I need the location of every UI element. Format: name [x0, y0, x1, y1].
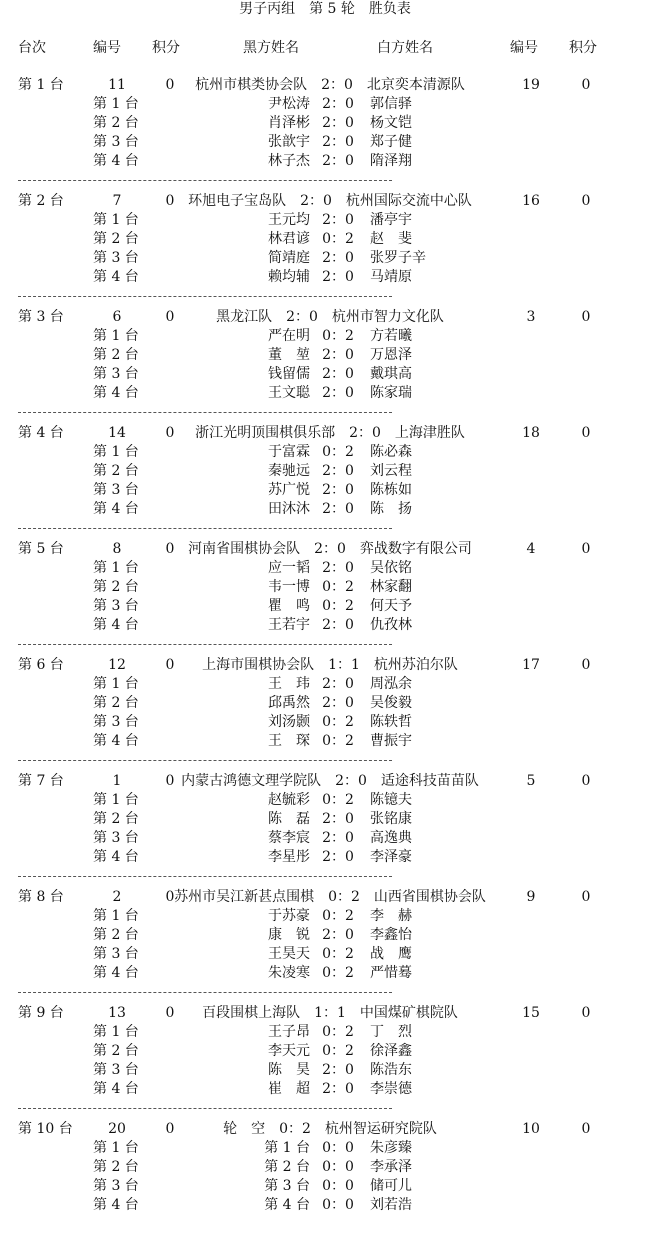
- board-row: [0, 926, 650, 945]
- white-player: 储可儿: [370, 1178, 412, 1194]
- match-block: [0, 656, 650, 772]
- board-score: 2：0: [322, 153, 354, 169]
- white-player: 张罗子辛: [370, 250, 426, 266]
- board-number: 第 2 台: [93, 1159, 139, 1175]
- white-player: 赵 斐: [370, 231, 412, 247]
- table-number: 第 3 台: [18, 309, 64, 325]
- black-player: 朱凌寒: [268, 965, 310, 981]
- board-number: 第 1 台: [93, 444, 139, 460]
- board-row: [0, 365, 650, 384]
- board-score: 0：2: [322, 792, 354, 808]
- board-score: 0：0: [322, 1197, 354, 1213]
- black-player: 王 琛: [268, 733, 310, 749]
- white-team-number: 15: [522, 1005, 540, 1021]
- black-team-number: 12: [108, 657, 126, 673]
- black-team-points: 0: [165, 1121, 175, 1137]
- column-header-row: [0, 38, 650, 58]
- board-score: 2：0: [322, 1081, 354, 1097]
- header-black-points: 积分: [152, 40, 180, 56]
- board-row: [0, 1080, 650, 1099]
- page-title: 男子丙组 第 5 轮 胜负表: [239, 1, 411, 17]
- board-number: 第 4 台: [93, 1081, 139, 1097]
- board-score: 2：0: [322, 501, 354, 517]
- row-separator: [18, 876, 392, 877]
- board-row: [0, 791, 650, 810]
- board-number: 第 3 台: [93, 134, 139, 150]
- team-match-result: 百段围棋上海队 1：1 中国煤矿棋院队: [202, 1005, 458, 1021]
- white-team-points: 0: [581, 889, 591, 905]
- black-team-points: 0: [165, 773, 175, 789]
- board-score: 0：2: [322, 714, 354, 730]
- board-row: [0, 1196, 650, 1215]
- board-number: 第 1 台: [93, 212, 139, 228]
- white-player: 马靖原: [370, 269, 412, 285]
- team-match-row: [0, 1120, 650, 1139]
- black-player: 王文聪: [268, 385, 310, 401]
- row-separator: [18, 644, 392, 645]
- black-player: 王若宇: [268, 617, 310, 633]
- black-player: 张歆宇: [268, 134, 310, 150]
- board-row: [0, 346, 650, 365]
- board-row: [0, 694, 650, 713]
- black-player: 第 1 台: [264, 1140, 310, 1156]
- black-player: 王元均: [268, 212, 310, 228]
- board-row: [0, 559, 650, 578]
- board-number: 第 2 台: [93, 927, 139, 943]
- header-white-name: 白方姓名: [377, 40, 433, 56]
- white-player: 李崇德: [370, 1081, 412, 1097]
- white-player: 陈镱夫: [370, 792, 412, 808]
- black-player: 林君谚: [268, 231, 310, 247]
- white-team-number: 3: [526, 309, 536, 325]
- black-player: 严在明: [268, 328, 310, 344]
- board-score: 0：0: [322, 1178, 354, 1194]
- black-team-points: 0: [165, 193, 175, 209]
- board-number: 第 1 台: [93, 96, 139, 112]
- table-number: 第 2 台: [18, 193, 64, 209]
- black-team-number: 7: [112, 193, 122, 209]
- board-number: 第 1 台: [93, 328, 139, 344]
- board-row: [0, 675, 650, 694]
- white-team-points: 0: [581, 309, 591, 325]
- header-white-points: 积分: [569, 40, 597, 56]
- board-number: 第 3 台: [93, 482, 139, 498]
- board-number: 第 3 台: [93, 946, 139, 962]
- board-number: 第 2 台: [93, 347, 139, 363]
- match-block: [0, 192, 650, 308]
- board-row: [0, 95, 650, 114]
- board-row: [0, 1158, 650, 1177]
- board-number: 第 1 台: [93, 908, 139, 924]
- table-number: 第 5 台: [18, 541, 64, 557]
- board-score: 2：0: [322, 617, 354, 633]
- black-team-number: 13: [108, 1005, 126, 1021]
- board-row: [0, 829, 650, 848]
- team-match-row: [0, 76, 650, 95]
- black-team-points: 0: [165, 1005, 175, 1021]
- black-player: 陈 磊: [268, 811, 310, 827]
- team-match-row: [0, 772, 650, 791]
- black-player: 陈 昊: [268, 1062, 310, 1078]
- black-team-number: 1: [112, 773, 122, 789]
- board-row: [0, 462, 650, 481]
- board-row: [0, 500, 650, 519]
- white-player: 陈浩东: [370, 1062, 412, 1078]
- white-player: 曹振宇: [370, 733, 412, 749]
- board-row: [0, 114, 650, 133]
- team-match-result: 环旭电子宝岛队 2：0 杭州国际交流中心队: [188, 193, 472, 209]
- black-player: 崔 超: [268, 1081, 310, 1097]
- row-separator: [18, 760, 392, 761]
- white-player: 陈栋如: [370, 482, 412, 498]
- board-score: 0：2: [322, 598, 354, 614]
- board-score: 0：2: [322, 1043, 354, 1059]
- black-player: 应一韬: [268, 560, 310, 576]
- white-player: 周泓余: [370, 676, 412, 692]
- white-team-number: 17: [522, 657, 540, 673]
- table-number: 第 9 台: [18, 1005, 64, 1021]
- board-score: 0：0: [322, 1159, 354, 1175]
- board-score: 0：0: [322, 1140, 354, 1156]
- match-block: [0, 772, 650, 888]
- board-score: 0：2: [322, 733, 354, 749]
- black-player: 钱留儒: [268, 366, 310, 382]
- team-match-row: [0, 424, 650, 443]
- board-row: [0, 1023, 650, 1042]
- black-team-number: 20: [108, 1121, 126, 1137]
- board-score: 2：0: [322, 134, 354, 150]
- white-team-points: 0: [581, 425, 591, 441]
- match-block: [0, 424, 650, 540]
- white-player: 隋泽翔: [370, 153, 412, 169]
- board-number: 第 2 台: [93, 579, 139, 595]
- header-black-number: 编号: [93, 40, 121, 56]
- board-row: [0, 964, 650, 983]
- black-player: 秦驰远: [268, 463, 310, 479]
- board-score: 2：0: [322, 366, 354, 382]
- board-row: [0, 481, 650, 500]
- team-match-row: [0, 308, 650, 327]
- table-number: 第 1 台: [18, 77, 64, 93]
- black-player: 蔡李宸: [268, 830, 310, 846]
- white-player: 何天予: [370, 598, 412, 614]
- black-team-points: 0: [165, 425, 175, 441]
- white-team-number: 19: [522, 77, 540, 93]
- white-team-number: 10: [522, 1121, 540, 1137]
- board-row: [0, 268, 650, 287]
- team-match-result: 轮 空 0：2 杭州智运研究院队: [223, 1121, 437, 1137]
- board-score: 0：2: [322, 328, 354, 344]
- white-team-number: 18: [522, 425, 540, 441]
- black-player: 王 玮: [268, 676, 310, 692]
- board-row: [0, 384, 650, 403]
- white-player: 仇孜林: [370, 617, 412, 633]
- board-row: [0, 327, 650, 346]
- board-row: [0, 230, 650, 249]
- white-player: 陈 扬: [370, 501, 412, 517]
- match-block: [0, 540, 650, 656]
- white-player: 严惜蓦: [370, 965, 412, 981]
- board-row: [0, 713, 650, 732]
- board-row: [0, 597, 650, 616]
- board-score: 0：2: [322, 444, 354, 460]
- white-player: 刘若浩: [370, 1197, 412, 1213]
- row-separator: [18, 528, 392, 529]
- row-separator: [18, 296, 392, 297]
- match-block: [0, 888, 650, 1004]
- board-row: [0, 249, 650, 268]
- team-match-result: 河南省围棋协会队 2：0 弈战数字有限公司: [188, 541, 472, 557]
- row-separator: [18, 180, 392, 181]
- black-player: 康 锐: [268, 927, 310, 943]
- board-row: [0, 945, 650, 964]
- black-team-number: 8: [112, 541, 122, 557]
- header-black-name: 黑方姓名: [243, 40, 299, 56]
- board-row: [0, 133, 650, 152]
- board-row: [0, 616, 650, 635]
- team-match-result: 苏州市吴江新甚点围棋 0：2 山西省围棋协会队: [174, 889, 486, 905]
- team-match-row: [0, 540, 650, 559]
- white-team-number: 9: [526, 889, 536, 905]
- white-player: 潘亭宇: [370, 212, 412, 228]
- board-row: [0, 1177, 650, 1196]
- black-player: 赵毓彩: [268, 792, 310, 808]
- board-number: 第 2 台: [93, 463, 139, 479]
- board-number: 第 2 台: [93, 231, 139, 247]
- board-score: 2：0: [322, 1062, 354, 1078]
- black-player: 尹松涛: [268, 96, 310, 112]
- board-score: 0：2: [322, 908, 354, 924]
- white-player: 李 赫: [370, 908, 412, 924]
- black-player: 于富霖: [268, 444, 310, 460]
- table-number: 第 4 台: [18, 425, 64, 441]
- white-team-number: 4: [526, 541, 536, 557]
- board-number: 第 2 台: [93, 115, 139, 131]
- board-number: 第 3 台: [93, 830, 139, 846]
- black-team-points: 0: [165, 889, 175, 905]
- black-player: 邱禹然: [268, 695, 310, 711]
- white-player: 张铭康: [370, 811, 412, 827]
- white-player: 林家翻: [370, 579, 412, 595]
- black-team-number: 14: [108, 425, 126, 441]
- white-player: 丁 烈: [370, 1024, 412, 1040]
- white-player: 朱彦臻: [370, 1140, 412, 1156]
- board-row: [0, 907, 650, 926]
- board-number: 第 4 台: [93, 501, 139, 517]
- team-match-result: 上海市围棋协会队 1：1 杭州苏泊尔队: [202, 657, 458, 673]
- board-score: 2：0: [322, 482, 354, 498]
- board-row: [0, 443, 650, 462]
- white-team-points: 0: [581, 1121, 591, 1137]
- board-number: 第 1 台: [93, 560, 139, 576]
- white-player: 陈家瑞: [370, 385, 412, 401]
- white-player: 李鑫怡: [370, 927, 412, 943]
- row-separator: [18, 1108, 392, 1109]
- board-score: 0：2: [322, 231, 354, 247]
- board-number: 第 4 台: [93, 269, 139, 285]
- black-player: 赖均辅: [268, 269, 310, 285]
- white-player: 郭信驿: [370, 96, 412, 112]
- black-player: 韦一博: [268, 579, 310, 595]
- board-row: [0, 810, 650, 829]
- team-match-result: 浙江光明顶围棋俱乐部 2：0 上海津胜队: [195, 425, 465, 441]
- board-number: 第 3 台: [93, 714, 139, 730]
- board-row: [0, 1061, 650, 1080]
- board-score: 0：2: [322, 965, 354, 981]
- board-number: 第 2 台: [93, 695, 139, 711]
- team-match-result: 杭州市棋类协会队 2：0 北京奕本清源队: [195, 77, 465, 93]
- table-number: 第 6 台: [18, 657, 64, 673]
- board-score: 2：0: [322, 347, 354, 363]
- white-player: 战 鹰: [370, 946, 412, 962]
- white-team-points: 0: [581, 193, 591, 209]
- board-score: 2：0: [322, 676, 354, 692]
- black-player: 李星彤: [268, 849, 310, 865]
- board-number: 第 4 台: [93, 385, 139, 401]
- white-team-number: 16: [522, 193, 540, 209]
- white-player: 杨文铠: [370, 115, 412, 131]
- row-separator: [18, 412, 392, 413]
- white-team-points: 0: [581, 541, 591, 557]
- white-team-points: 0: [581, 657, 591, 673]
- board-row: [0, 732, 650, 751]
- board-score: 2：0: [322, 927, 354, 943]
- board-score: 2：0: [322, 269, 354, 285]
- board-row: [0, 578, 650, 597]
- board-number: 第 1 台: [93, 792, 139, 808]
- board-number: 第 1 台: [93, 1140, 139, 1156]
- black-player: 王子昂: [268, 1024, 310, 1040]
- board-score: 2：0: [322, 115, 354, 131]
- black-player: 田沐沐: [268, 501, 310, 517]
- team-match-row: [0, 192, 650, 211]
- board-number: 第 3 台: [93, 598, 139, 614]
- black-team-number: 6: [112, 309, 122, 325]
- white-player: 李泽豪: [370, 849, 412, 865]
- board-score: 2：0: [322, 849, 354, 865]
- table-number: 第 7 台: [18, 773, 64, 789]
- board-row: [0, 848, 650, 867]
- board-number: 第 4 台: [93, 849, 139, 865]
- match-block: [0, 1120, 650, 1236]
- team-match-result: 内蒙古鸿德文理学院队 2：0 适途科技苗苗队: [181, 773, 479, 789]
- board-row: [0, 152, 650, 171]
- board-number: 第 1 台: [93, 1024, 139, 1040]
- board-score: 2：0: [322, 250, 354, 266]
- black-player: 刘汤颢: [268, 714, 310, 730]
- team-match-row: [0, 1004, 650, 1023]
- board-row: [0, 1139, 650, 1158]
- header-table: 台次: [18, 40, 46, 56]
- board-score: 0：2: [322, 579, 354, 595]
- white-player: 高逸典: [370, 830, 412, 846]
- match-block: [0, 76, 650, 192]
- board-number: 第 4 台: [93, 965, 139, 981]
- board-number: 第 2 台: [93, 1043, 139, 1059]
- black-player: 第 4 台: [264, 1197, 310, 1213]
- board-score: 2：0: [322, 830, 354, 846]
- board-score: 2：0: [322, 695, 354, 711]
- white-team-points: 0: [581, 77, 591, 93]
- header-white-number: 编号: [510, 40, 538, 56]
- board-number: 第 3 台: [93, 1062, 139, 1078]
- board-number: 第 3 台: [93, 250, 139, 266]
- board-number: 第 3 台: [93, 1178, 139, 1194]
- board-score: 2：0: [322, 385, 354, 401]
- black-player: 肖泽彬: [268, 115, 310, 131]
- board-row: [0, 1042, 650, 1061]
- match-block: [0, 308, 650, 424]
- black-team-number: 2: [112, 889, 122, 905]
- board-score: 0：2: [322, 946, 354, 962]
- black-player: 瞿 鸣: [268, 598, 310, 614]
- board-score: 2：0: [322, 463, 354, 479]
- board-score: 0：2: [322, 1024, 354, 1040]
- board-number: 第 4 台: [93, 617, 139, 633]
- black-player: 苏广悦: [268, 482, 310, 498]
- team-match-row: [0, 656, 650, 675]
- white-player: 陈轶哲: [370, 714, 412, 730]
- black-player: 林子杰: [268, 153, 310, 169]
- board-number: 第 2 台: [93, 811, 139, 827]
- row-separator: [18, 992, 392, 993]
- white-player: 郑子健: [370, 134, 412, 150]
- board-row: [0, 211, 650, 230]
- black-player: 简靖庭: [268, 250, 310, 266]
- black-player: 王昊天: [268, 946, 310, 962]
- board-number: 第 4 台: [93, 1197, 139, 1213]
- board-score: 2：0: [322, 560, 354, 576]
- white-team-points: 0: [581, 773, 591, 789]
- white-player: 徐泽鑫: [370, 1043, 412, 1059]
- black-player: 李天元: [268, 1043, 310, 1059]
- board-number: 第 3 台: [93, 366, 139, 382]
- white-team-points: 0: [581, 1005, 591, 1021]
- match-block: [0, 1004, 650, 1120]
- black-team-points: 0: [165, 77, 175, 93]
- board-score: 2：0: [322, 212, 354, 228]
- white-player: 陈必森: [370, 444, 412, 460]
- white-player: 吴依铭: [370, 560, 412, 576]
- black-player: 第 2 台: [264, 1159, 310, 1175]
- board-number: 第 1 台: [93, 676, 139, 692]
- board-number: 第 4 台: [93, 733, 139, 749]
- black-player: 第 3 台: [264, 1178, 310, 1194]
- white-team-number: 5: [526, 773, 536, 789]
- table-number: 第 10 台: [18, 1121, 73, 1137]
- white-player: 吴俊毅: [370, 695, 412, 711]
- board-score: 2：0: [322, 811, 354, 827]
- white-player: 戴琪高: [370, 366, 412, 382]
- white-player: 方若曦: [370, 328, 412, 344]
- black-team-number: 11: [108, 77, 126, 93]
- board-number: 第 4 台: [93, 153, 139, 169]
- board-score: 2：0: [322, 96, 354, 112]
- black-team-points: 0: [165, 657, 175, 673]
- black-player: 于苏豪: [268, 908, 310, 924]
- black-player: 董 堃: [268, 347, 310, 363]
- white-player: 李承泽: [370, 1159, 412, 1175]
- white-player: 万恩泽: [370, 347, 412, 363]
- black-team-points: 0: [165, 541, 175, 557]
- team-match-result: 黑龙江队 2：0 杭州市智力文化队: [216, 309, 444, 325]
- black-team-points: 0: [165, 309, 175, 325]
- white-player: 刘云程: [370, 463, 412, 479]
- team-match-row: [0, 888, 650, 907]
- table-number: 第 8 台: [18, 889, 64, 905]
